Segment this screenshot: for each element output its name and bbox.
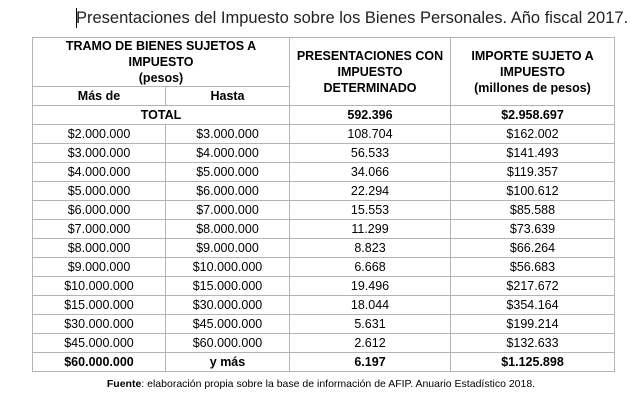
header-bracket-group [33,38,290,87]
total-label: TOTAL [33,106,290,125]
row-from: $6.000.000 [33,201,166,220]
row-amount: $100.612 [451,182,615,201]
row-amount: $199.214 [451,315,615,334]
tax-table [32,37,615,372]
table-row [33,334,615,353]
total-row [33,106,615,125]
row-from: $9.000.000 [33,258,166,277]
table-row [33,144,615,163]
row-presentations: 56.533 [290,144,451,163]
table-row [33,353,615,372]
table-row [33,258,615,277]
row-from: $7.000.000 [33,220,166,239]
row-from: $3.000.000 [33,144,166,163]
table-row [33,315,615,334]
header-from: Más de [33,87,166,106]
row-to: $45.000.000 [166,315,290,334]
row-amount: $354.164 [451,296,615,315]
row-amount: $56.683 [451,258,615,277]
header-presentations: PRESENTACIONES CON IMPUESTO DETERMINADO [290,38,451,106]
row-to: $30.000.000 [166,296,290,315]
row-to: $60.000.000 [166,334,290,353]
row-to: $4.000.000 [166,144,290,163]
table-row [33,201,615,220]
row-from: $10.000.000 [33,277,166,296]
total-presentations: 592.396 [290,106,451,125]
row-presentations: 6.668 [290,258,451,277]
total-amount: $2.958.697 [451,106,615,125]
row-presentations: 18.044 [290,296,451,315]
table-body [33,106,615,372]
row-from: $60.000.000 [33,353,166,372]
row-amount: $132.633 [451,334,615,353]
row-to: $7.000.000 [166,201,290,220]
row-from: $15.000.000 [33,296,166,315]
table-row [33,277,615,296]
table-row [33,182,615,201]
row-presentations: 15.553 [290,201,451,220]
row-amount: $119.357 [451,163,615,182]
table-row [33,220,615,239]
row-amount: $217.672 [451,277,615,296]
row-presentations: 6.197 [290,353,451,372]
row-from: $30.000.000 [33,315,166,334]
row-amount: $85.588 [451,201,615,220]
table-row [33,163,615,182]
header-bracket-unit: (pesos) [138,71,184,85]
row-from: $8.000.000 [33,239,166,258]
table-row [33,239,615,258]
row-presentations: 22.294 [290,182,451,201]
row-from: $2.000.000 [33,125,166,144]
row-presentations: 8.823 [290,239,451,258]
header-amount [451,38,615,106]
row-presentations: 5.631 [290,315,451,334]
header-bracket-label: TRAMO DE BIENES SUJETOS A IMPUESTO [65,39,257,69]
table-row [33,125,615,144]
table-header [33,38,615,106]
table-row [33,296,615,315]
row-from: $4.000.000 [33,163,166,182]
row-amount: $162.002 [451,125,615,144]
source-note [0,377,642,391]
row-presentations: 34.066 [290,163,451,182]
row-amount: $141.493 [451,144,615,163]
source-text: : elaboración propia sobre la base de información de AFIP. Anuario Estadístico 2018. [141,378,536,390]
row-to: $8.000.000 [166,220,290,239]
row-amount: $66.264 [451,239,615,258]
row-from: $5.000.000 [33,182,166,201]
row-to: $10.000.000 [166,258,290,277]
row-to: $6.000.000 [166,182,290,201]
row-to: $15.000.000 [166,277,290,296]
row-presentations: 11.299 [290,220,451,239]
row-presentations: 19.496 [290,277,451,296]
header-amount-label: IMPORTE SUJETO A IMPUESTO [471,48,594,79]
row-to: y más [166,353,290,372]
document-title: Presentaciones del Impuesto sobre los Bienes Personales. Año fiscal 2017. [76,9,629,27]
row-from: $45.000.000 [33,334,166,353]
row-to: $3.000.000 [166,125,290,144]
header-amount-unit: (millones de pesos) [474,80,591,95]
source-label: Fuente [106,378,142,390]
row-amount: $73.639 [451,220,615,239]
row-presentations: 2.612 [290,334,451,353]
row-to: $9.000.000 [166,239,290,258]
header-to: Hasta [166,87,290,106]
row-presentations: 108.704 [290,125,451,144]
row-to: $5.000.000 [166,163,290,182]
row-amount: $1.125.898 [451,353,615,372]
